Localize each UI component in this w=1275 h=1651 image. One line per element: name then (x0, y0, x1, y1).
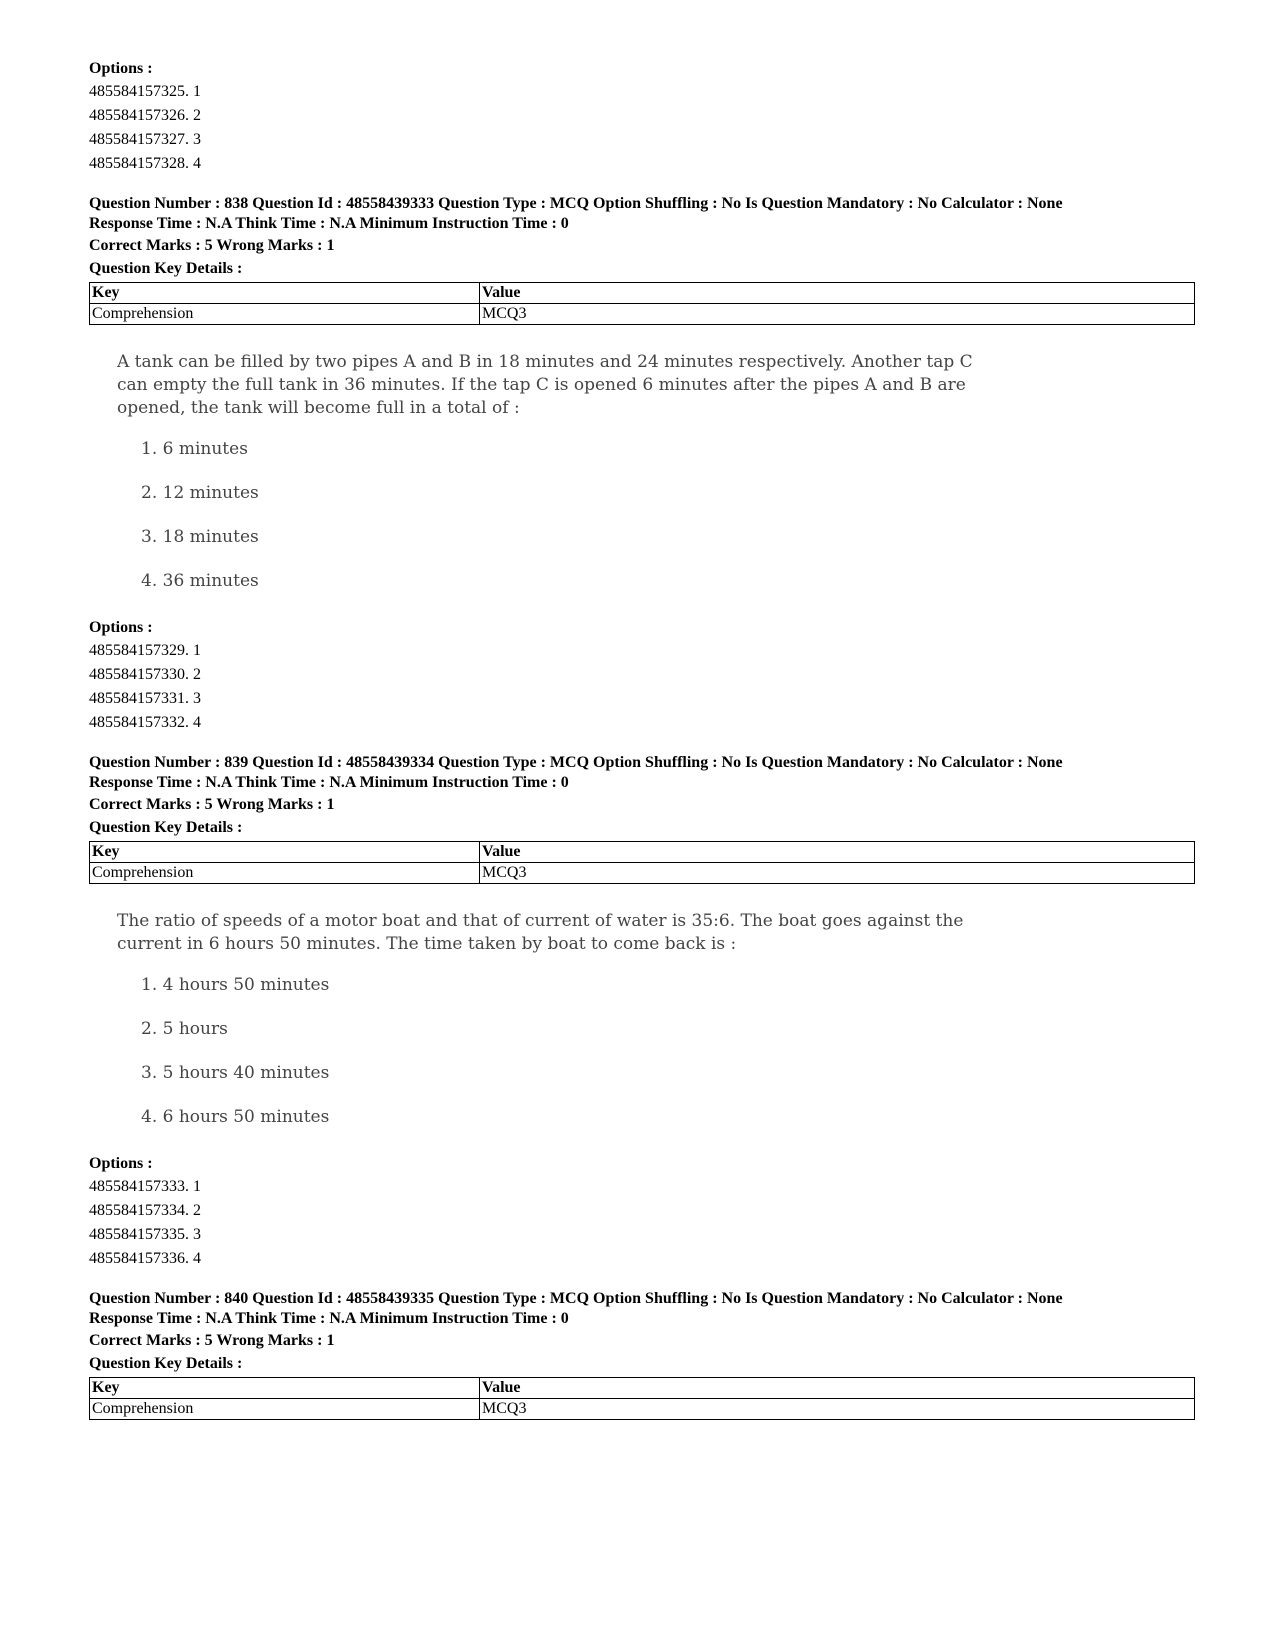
choice-item: 2. 5 hours (141, 1019, 228, 1039)
question-marks: Correct Marks : 5 Wrong Marks : 1 (89, 1332, 335, 1349)
question-header-line2: Response Time : N.A Think Time : N.A Minimum Instruction Time : 0 (89, 1310, 569, 1327)
question-header-line2: Response Time : N.A Think Time : N.A Minimum Instruction Time : 0 (89, 774, 569, 791)
table-cell-value: MCQ3 (480, 304, 1195, 325)
options-block (89, 1153, 1195, 1271)
options-label: Options : (89, 60, 153, 77)
question-838 (89, 194, 1195, 735)
option-line: 485584157329. 1 (89, 642, 201, 659)
table-header-row (90, 842, 1195, 863)
option-line: 485584157330. 2 (89, 666, 201, 683)
table-header-key: Key (90, 1378, 480, 1399)
key-details-label: Question Key Details : (89, 260, 243, 277)
key-details-label: Question Key Details : (89, 1355, 243, 1372)
table-header-row (90, 283, 1195, 304)
choice-item: 4. 6 hours 50 minutes (141, 1107, 330, 1127)
question-stem: The ratio of speeds of a motor boat and that of current of water is 35:6. The boat goes against the current in 6 hours 50 minutes. The time taken by boat to come back is : (117, 911, 964, 954)
key-details-table (89, 1377, 1195, 1420)
question-840 (89, 1289, 1195, 1420)
choice-item: 2. 12 minutes (141, 483, 259, 503)
choice-item: 1. 4 hours 50 minutes (141, 975, 330, 995)
table-header-value: Value (480, 842, 1195, 863)
table-cell-value: MCQ3 (480, 863, 1195, 884)
table-cell-key: Comprehension (90, 1399, 480, 1420)
question-marks: Correct Marks : 5 Wrong Marks : 1 (89, 237, 335, 254)
table-header-value: Value (480, 1378, 1195, 1399)
options-label: Options : (89, 1155, 153, 1172)
options-label: Options : (89, 619, 153, 636)
choice-item: 3. 18 minutes (141, 527, 259, 547)
option-line: 485584157325. 1 (89, 83, 201, 100)
document-page (89, 58, 1195, 1420)
option-line: 485584157336. 4 (89, 1250, 201, 1267)
question-839 (89, 753, 1195, 1271)
key-details-label: Question Key Details : (89, 819, 243, 836)
question-marks: Correct Marks : 5 Wrong Marks : 1 (89, 796, 335, 813)
table-cell-key: Comprehension (90, 304, 480, 325)
choice-item: 1. 6 minutes (141, 439, 248, 459)
question-header-line2: Response Time : N.A Think Time : N.A Minimum Instruction Time : 0 (89, 215, 569, 232)
table-header-key: Key (90, 842, 480, 863)
table-row (90, 1399, 1195, 1420)
table-header-key: Key (90, 283, 480, 304)
question-header-line1: Question Number : 839 Question Id : 48558439334 Question Type : MCQ Option Shuffling : No Is Question Mandatory : No Calculator : None (89, 754, 1063, 771)
choice-item: 4. 36 minutes (141, 571, 259, 591)
choice-item: 3. 5 hours 40 minutes (141, 1063, 330, 1083)
table-cell-key: Comprehension (90, 863, 480, 884)
question-header-line1: Question Number : 840 Question Id : 48558439335 Question Type : MCQ Option Shuffling : No Is Question Mandatory : No Calculator : None (89, 1290, 1063, 1307)
key-details-table (89, 282, 1195, 325)
option-line: 485584157334. 2 (89, 1202, 201, 1219)
question-image (117, 910, 997, 1129)
table-cell-value: MCQ3 (480, 1399, 1195, 1420)
option-line: 485584157331. 3 (89, 690, 201, 707)
table-row (90, 304, 1195, 325)
table-header-row (90, 1378, 1195, 1399)
option-line: 485584157326. 2 (89, 107, 201, 124)
question-header-line1: Question Number : 838 Question Id : 48558439333 Question Type : MCQ Option Shuffling : No Is Question Mandatory : No Calculator : None (89, 195, 1063, 212)
table-row (90, 863, 1195, 884)
option-line: 485584157335. 3 (89, 1226, 201, 1243)
option-line: 485584157332. 4 (89, 714, 201, 731)
question-image (117, 351, 997, 593)
option-line: 485584157327. 3 (89, 131, 201, 148)
table-header-value: Value (480, 283, 1195, 304)
option-line: 485584157333. 1 (89, 1178, 201, 1195)
question-stem: A tank can be filled by two pipes A and B in 18 minutes and 24 minutes respectively. Another tap C can empty the full tank in 36 minutes. If the tap C is opened 6 minutes after the pipes A and B are opened, the tank will become full in a total of : (117, 352, 973, 418)
key-details-table (89, 841, 1195, 884)
options-block-prev (89, 58, 1195, 176)
options-block (89, 617, 1195, 735)
option-line: 485584157328. 4 (89, 155, 201, 172)
